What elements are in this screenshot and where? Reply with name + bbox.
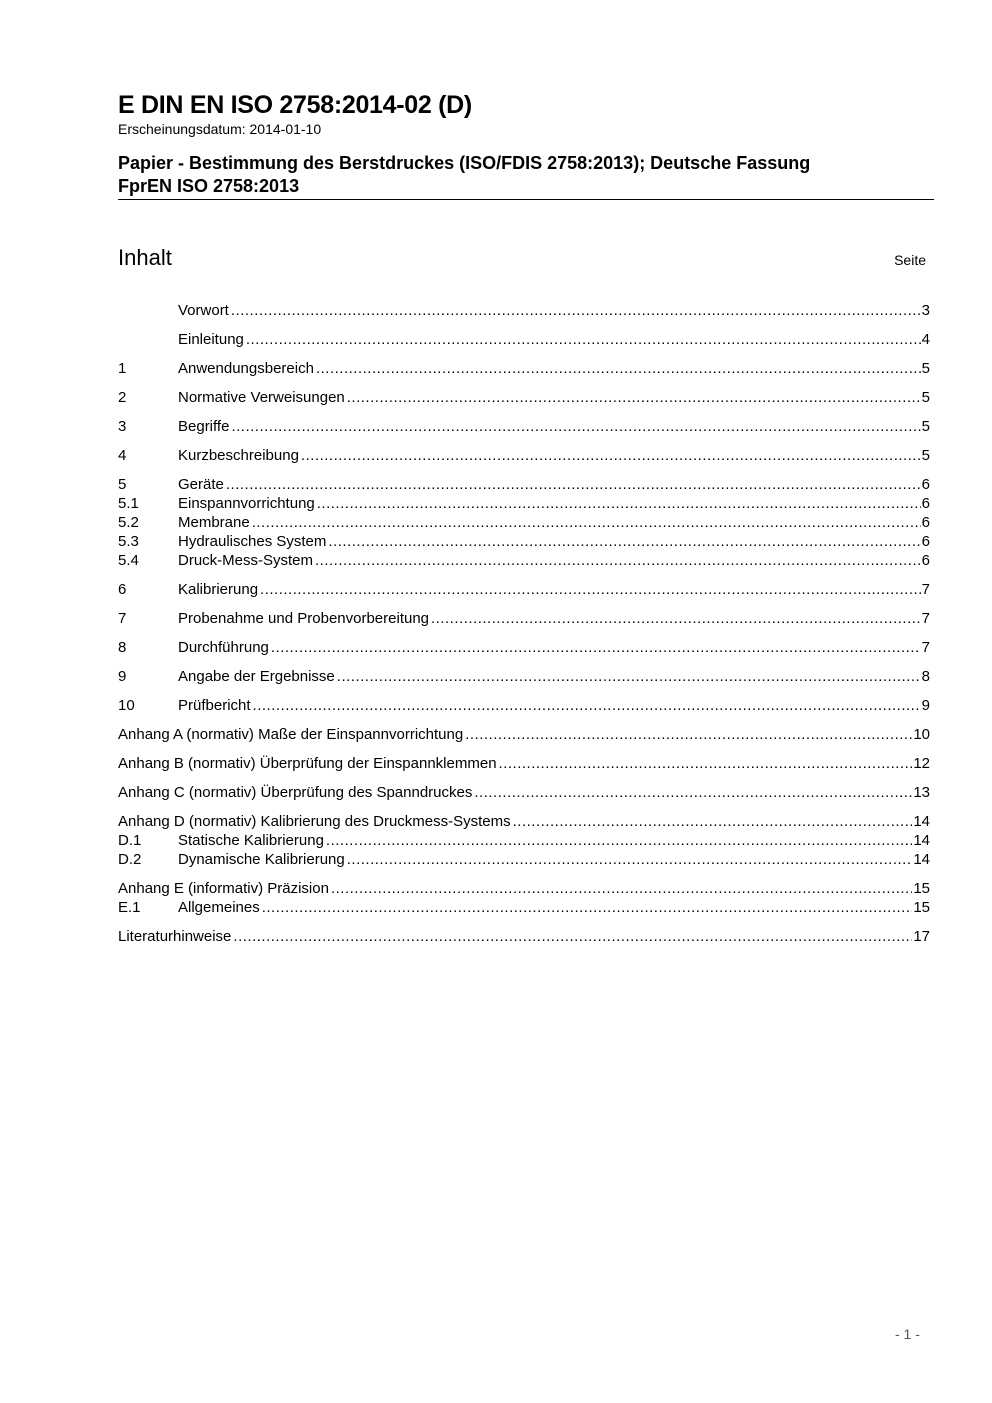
- page-number: - 1 -: [895, 1326, 920, 1342]
- toc-entry-5-1[interactable]: [118, 494, 930, 513]
- toc-entry-title: Kalibrierung: [178, 581, 259, 598]
- toc-entry-page: 5: [921, 418, 930, 435]
- dot-leader: [513, 812, 913, 831]
- toc-entry-anhang-b[interactable]: [118, 754, 930, 773]
- toc-entry-page: 6: [921, 552, 930, 569]
- toc-entry-title: Normative Verweisungen: [178, 389, 345, 406]
- toc-entry-5-2[interactable]: [118, 513, 930, 532]
- toc-entry-9[interactable]: [118, 667, 930, 686]
- toc-entry-title: Dynamische Kalibrierung: [178, 851, 345, 868]
- toc-entry-page: 5: [921, 360, 930, 377]
- dot-leader: [328, 532, 920, 551]
- toc-entry-page: 12: [913, 755, 930, 772]
- toc-entry-title: Durchführung: [178, 639, 269, 656]
- toc-entry-number: 2: [118, 389, 127, 406]
- toc-entry-8[interactable]: [118, 638, 930, 657]
- dot-leader: [316, 359, 921, 378]
- dot-leader: [431, 609, 921, 628]
- toc-entry-d-2[interactable]: [118, 850, 930, 869]
- toc-entry-title: Anhang C (normativ) Überprüfung des Spanndruckes: [118, 784, 473, 801]
- toc-entry-title: Anhang E (informativ) Präzision: [118, 880, 329, 897]
- document-subtitle: [118, 152, 934, 200]
- toc-entry-anhang-c[interactable]: [118, 783, 930, 802]
- dot-leader: [315, 551, 921, 570]
- toc-entry-page: 5: [921, 447, 930, 464]
- toc-entry-number: 5: [118, 476, 127, 493]
- toc-entry-page: 6: [921, 533, 930, 550]
- document-header: [118, 90, 934, 200]
- document-title: E DIN EN ISO 2758:2014-02 (D): [118, 91, 472, 119]
- toc-entry-anhang-d[interactable]: [118, 812, 930, 831]
- toc-entry-einleitung[interactable]: [118, 330, 930, 349]
- toc-entry-number: 1: [118, 360, 127, 377]
- toc-entry-page: 14: [913, 813, 930, 830]
- toc-entry-title: Einleitung: [178, 331, 244, 348]
- toc-entry-5-4[interactable]: [118, 551, 930, 570]
- toc-entry-number: 7: [118, 610, 127, 627]
- dot-leader: [337, 667, 921, 686]
- dot-leader: [226, 475, 921, 494]
- dot-leader: [301, 446, 921, 465]
- dot-leader: [246, 330, 921, 349]
- toc-entry-title: Membrane: [178, 514, 250, 531]
- toc-entry-number: 10: [118, 697, 135, 714]
- toc-entry-page: 6: [921, 514, 930, 531]
- toc-entry-page: 9: [921, 697, 930, 714]
- dot-leader: [233, 927, 912, 946]
- toc-entry-2[interactable]: [118, 388, 930, 407]
- toc-entry-page: 17: [913, 928, 930, 945]
- toc-entry-title: Probenahme und Probenvorbereitung: [178, 610, 430, 627]
- toc-entry-page: 15: [913, 899, 930, 916]
- toc-entry-page: 4: [921, 331, 930, 348]
- toc-entry-page: 10: [913, 726, 930, 743]
- toc-entry-number: 3: [118, 418, 127, 435]
- toc-entry-page: 7: [921, 639, 930, 656]
- dot-leader: [252, 513, 921, 532]
- toc-entry-6[interactable]: [118, 580, 930, 599]
- toc-entry-title: Begriffe: [178, 418, 230, 435]
- toc-entry-5-3[interactable]: [118, 532, 930, 551]
- toc-entry-page: 8: [921, 668, 930, 685]
- toc-entry-title: Anwendungsbereich: [178, 360, 314, 377]
- table-of-contents: [118, 301, 930, 946]
- toc-entry-title: Allgemeines: [178, 899, 260, 916]
- toc-entry-page: 3: [921, 302, 930, 319]
- toc-entry-title: Geräte: [178, 476, 224, 493]
- toc-entry-number: D.2: [118, 851, 142, 868]
- toc-entry-vorwort[interactable]: [118, 301, 930, 320]
- toc-entry-page: 14: [913, 832, 930, 849]
- toc-entry-anhang-e[interactable]: [118, 879, 930, 898]
- subtitle-line-1: Papier - Bestimmung des Berstdruckes (ISO/FDIS 2758:2013); Deutsche Fassung: [118, 153, 811, 173]
- toc-entry-page: 14: [913, 851, 930, 868]
- toc-entry-title: Statische Kalibrierung: [178, 832, 324, 849]
- toc-entry-number: 5.1: [118, 495, 139, 512]
- toc-entry-10[interactable]: [118, 696, 930, 715]
- toc-entry-title: Angabe der Ergebnisse: [178, 668, 335, 685]
- toc-entry-title: Anhang A (normativ) Maße der Einspannvorrichtung: [118, 726, 464, 743]
- dot-leader: [231, 417, 920, 436]
- dot-leader: [317, 494, 921, 513]
- toc-entry-number: 5.2: [118, 514, 139, 531]
- toc-entry-title: Anhang D (normativ) Kalibrierung des Druckmess-Systems: [118, 813, 511, 830]
- toc-entry-page: 15: [913, 880, 930, 897]
- dot-leader: [347, 850, 913, 869]
- toc-entry-title: Prüfbericht: [178, 697, 251, 714]
- toc-entry-number: 6: [118, 581, 127, 598]
- toc-entry-page: 7: [921, 610, 930, 627]
- toc-entry-number: D.1: [118, 832, 142, 849]
- subtitle-line-2: FprEN ISO 2758:2013: [118, 176, 300, 196]
- toc-entry-5[interactable]: [118, 475, 930, 494]
- toc-entry-anhang-a[interactable]: [118, 725, 930, 744]
- toc-entry-title: Literaturhinweise: [118, 928, 232, 945]
- toc-entry-d-1[interactable]: [118, 831, 930, 850]
- toc-entry-number: E.1: [118, 899, 141, 916]
- toc-entry-7[interactable]: [118, 609, 930, 628]
- toc-page-column-label: Seite: [894, 252, 926, 268]
- dot-leader: [262, 898, 913, 917]
- toc-entry-page: 13: [913, 784, 930, 801]
- dot-leader: [331, 879, 912, 898]
- toc-entry-title: Vorwort: [178, 302, 229, 319]
- dot-leader: [465, 725, 912, 744]
- toc-entry-number: 5.3: [118, 533, 139, 550]
- toc-entry-literaturhinweise[interactable]: [118, 927, 930, 946]
- toc-entry-page: 5: [921, 389, 930, 406]
- toc-entry-title: Hydraulisches System: [178, 533, 327, 550]
- toc-entry-page: 6: [921, 476, 930, 493]
- toc-entry-number: 8: [118, 639, 127, 656]
- toc-entry-number: 5.4: [118, 552, 139, 569]
- toc-entry-page: 6: [921, 495, 930, 512]
- dot-leader: [474, 783, 912, 802]
- dot-leader: [326, 831, 912, 850]
- dot-leader: [231, 301, 921, 320]
- toc-header: [118, 244, 926, 274]
- publication-date: Erscheinungsdatum: 2014-01-10: [118, 121, 322, 137]
- toc-entry-title: Einspannvorrichtung: [178, 495, 315, 512]
- toc-entry-4[interactable]: [118, 446, 930, 465]
- dot-leader: [271, 638, 921, 657]
- toc-entry-title: Druck-Mess-System: [178, 552, 314, 569]
- toc-entry-title: Kurzbeschreibung: [178, 447, 299, 464]
- toc-entry-3[interactable]: [118, 417, 930, 436]
- toc-entry-e-1[interactable]: [118, 898, 930, 917]
- toc-heading: Inhalt: [118, 245, 172, 270]
- dot-leader: [260, 580, 921, 599]
- toc-entry-title: Anhang B (normativ) Überprüfung der Einspannklemmen: [118, 755, 497, 772]
- dot-leader: [253, 696, 921, 715]
- toc-entry-page: 7: [921, 581, 930, 598]
- toc-entry-number: 4: [118, 447, 127, 464]
- toc-entry-number: 9: [118, 668, 127, 685]
- dot-leader: [347, 388, 921, 407]
- dot-leader: [499, 754, 913, 773]
- toc-entry-1[interactable]: [118, 359, 930, 378]
